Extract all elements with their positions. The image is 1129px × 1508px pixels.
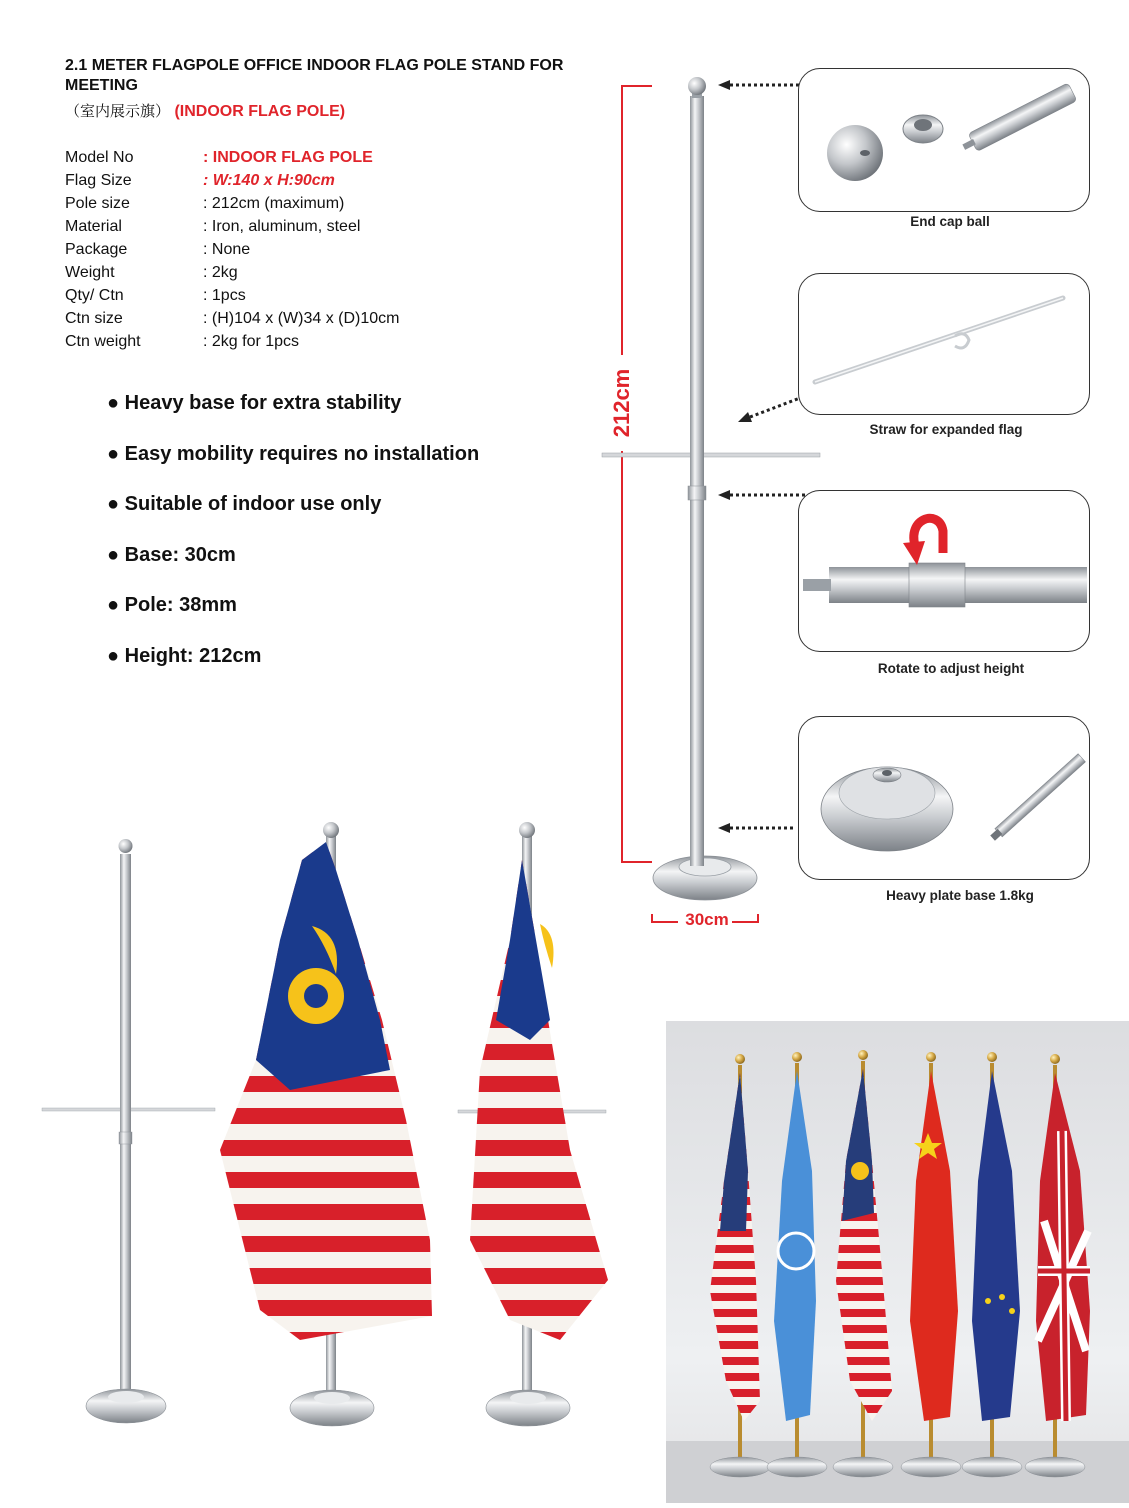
arrow-icon xyxy=(718,490,730,500)
caption-straw: Straw for expanded flag xyxy=(869,422,1023,437)
caption-cap-ball: End cap ball xyxy=(910,214,990,229)
spec-row-ctn-size xyxy=(65,307,399,330)
callout-base xyxy=(798,716,1090,880)
arrow-icon xyxy=(718,823,730,833)
spec-label: Weight xyxy=(65,264,115,281)
spec-value: : 1pcs xyxy=(203,287,246,304)
spec-label: Ctn weight xyxy=(65,333,141,350)
straw-crossbar xyxy=(602,453,820,457)
multiple-flags-photo xyxy=(666,1021,1129,1503)
spec-label: Material xyxy=(65,218,122,235)
arrow-icon xyxy=(738,412,752,422)
spec-label: Flag Size xyxy=(65,172,132,189)
eu-flag xyxy=(972,1071,1020,1421)
caption-base: Heavy plate base 1.8kg xyxy=(886,888,1034,903)
feature-item: ● Suitable of indoor use only xyxy=(107,493,382,515)
pole-variants-illustration xyxy=(40,820,630,1460)
spec-value: : 2kg for 1pcs xyxy=(203,333,300,350)
spec-row-pole-size xyxy=(65,192,399,215)
pole-1 xyxy=(120,854,131,1394)
callout-rotate xyxy=(798,490,1090,652)
malaysia-flag-2 xyxy=(470,860,608,1340)
spec-row-ctn-weight xyxy=(65,330,399,353)
subtitle-chinese: （室内展示旗） xyxy=(65,102,171,120)
spec-label: Model No xyxy=(65,149,134,166)
pole-joint xyxy=(688,486,706,500)
spec-value: : INDOOR FLAG POLE xyxy=(203,149,373,166)
spec-value: : 2kg xyxy=(203,264,238,281)
feature-item: ● Easy mobility requires no installation xyxy=(107,442,480,465)
product-subtitle xyxy=(65,100,345,121)
callout-straw xyxy=(798,273,1090,415)
spec-table xyxy=(65,146,399,353)
spec-row-flag-size xyxy=(65,169,399,192)
feature-item: ● Base: 30cm xyxy=(107,543,236,566)
spec-row-material xyxy=(65,215,399,238)
product-title: 2.1 METER FLAGPOLE OFFICE INDOOR FLAG POLE STAND FOR MEETING xyxy=(65,57,564,94)
spec-value: : W:140 x H:90cm xyxy=(203,172,335,189)
spec-row-model xyxy=(65,146,399,169)
arrow-icon xyxy=(718,80,730,90)
height-label: 212cm xyxy=(609,355,635,451)
feature-list xyxy=(107,388,479,691)
spec-value: : 212cm (maximum) xyxy=(203,195,345,212)
feature-item: ● Heavy base for extra stability xyxy=(107,392,402,414)
spec-label: Package xyxy=(65,241,128,258)
china-flag xyxy=(910,1071,958,1421)
spec-value: : (H)104 x (W)34 x (D)10cm xyxy=(203,310,400,327)
spec-value: : None xyxy=(203,241,251,258)
height-dimension-line xyxy=(622,86,652,862)
caption-rotate: Rotate to adjust height xyxy=(877,661,1025,676)
feature-item: ● Pole: 38mm xyxy=(107,594,237,616)
spec-label: Pole size xyxy=(65,195,130,212)
callout-cap-ball xyxy=(798,68,1090,212)
cap-ball xyxy=(688,77,706,95)
spec-row-qty xyxy=(65,284,399,307)
base-label: 30cm xyxy=(685,910,729,929)
spec-row-weight xyxy=(65,261,399,284)
subtitle-english: (INDOOR FLAG POLE) xyxy=(174,103,346,120)
un-flag xyxy=(774,1071,816,1421)
feature-item: ● Height: 212cm xyxy=(107,644,262,667)
height-label-wrap xyxy=(604,360,640,450)
spec-label: Ctn size xyxy=(65,310,123,327)
spec-row-package xyxy=(65,238,399,261)
spec-value: : Iron, aluminum, steel xyxy=(203,218,361,235)
cap-ball-sphere xyxy=(827,125,883,181)
pole xyxy=(690,96,704,860)
spec-label: Qty/ Ctn xyxy=(65,287,124,304)
